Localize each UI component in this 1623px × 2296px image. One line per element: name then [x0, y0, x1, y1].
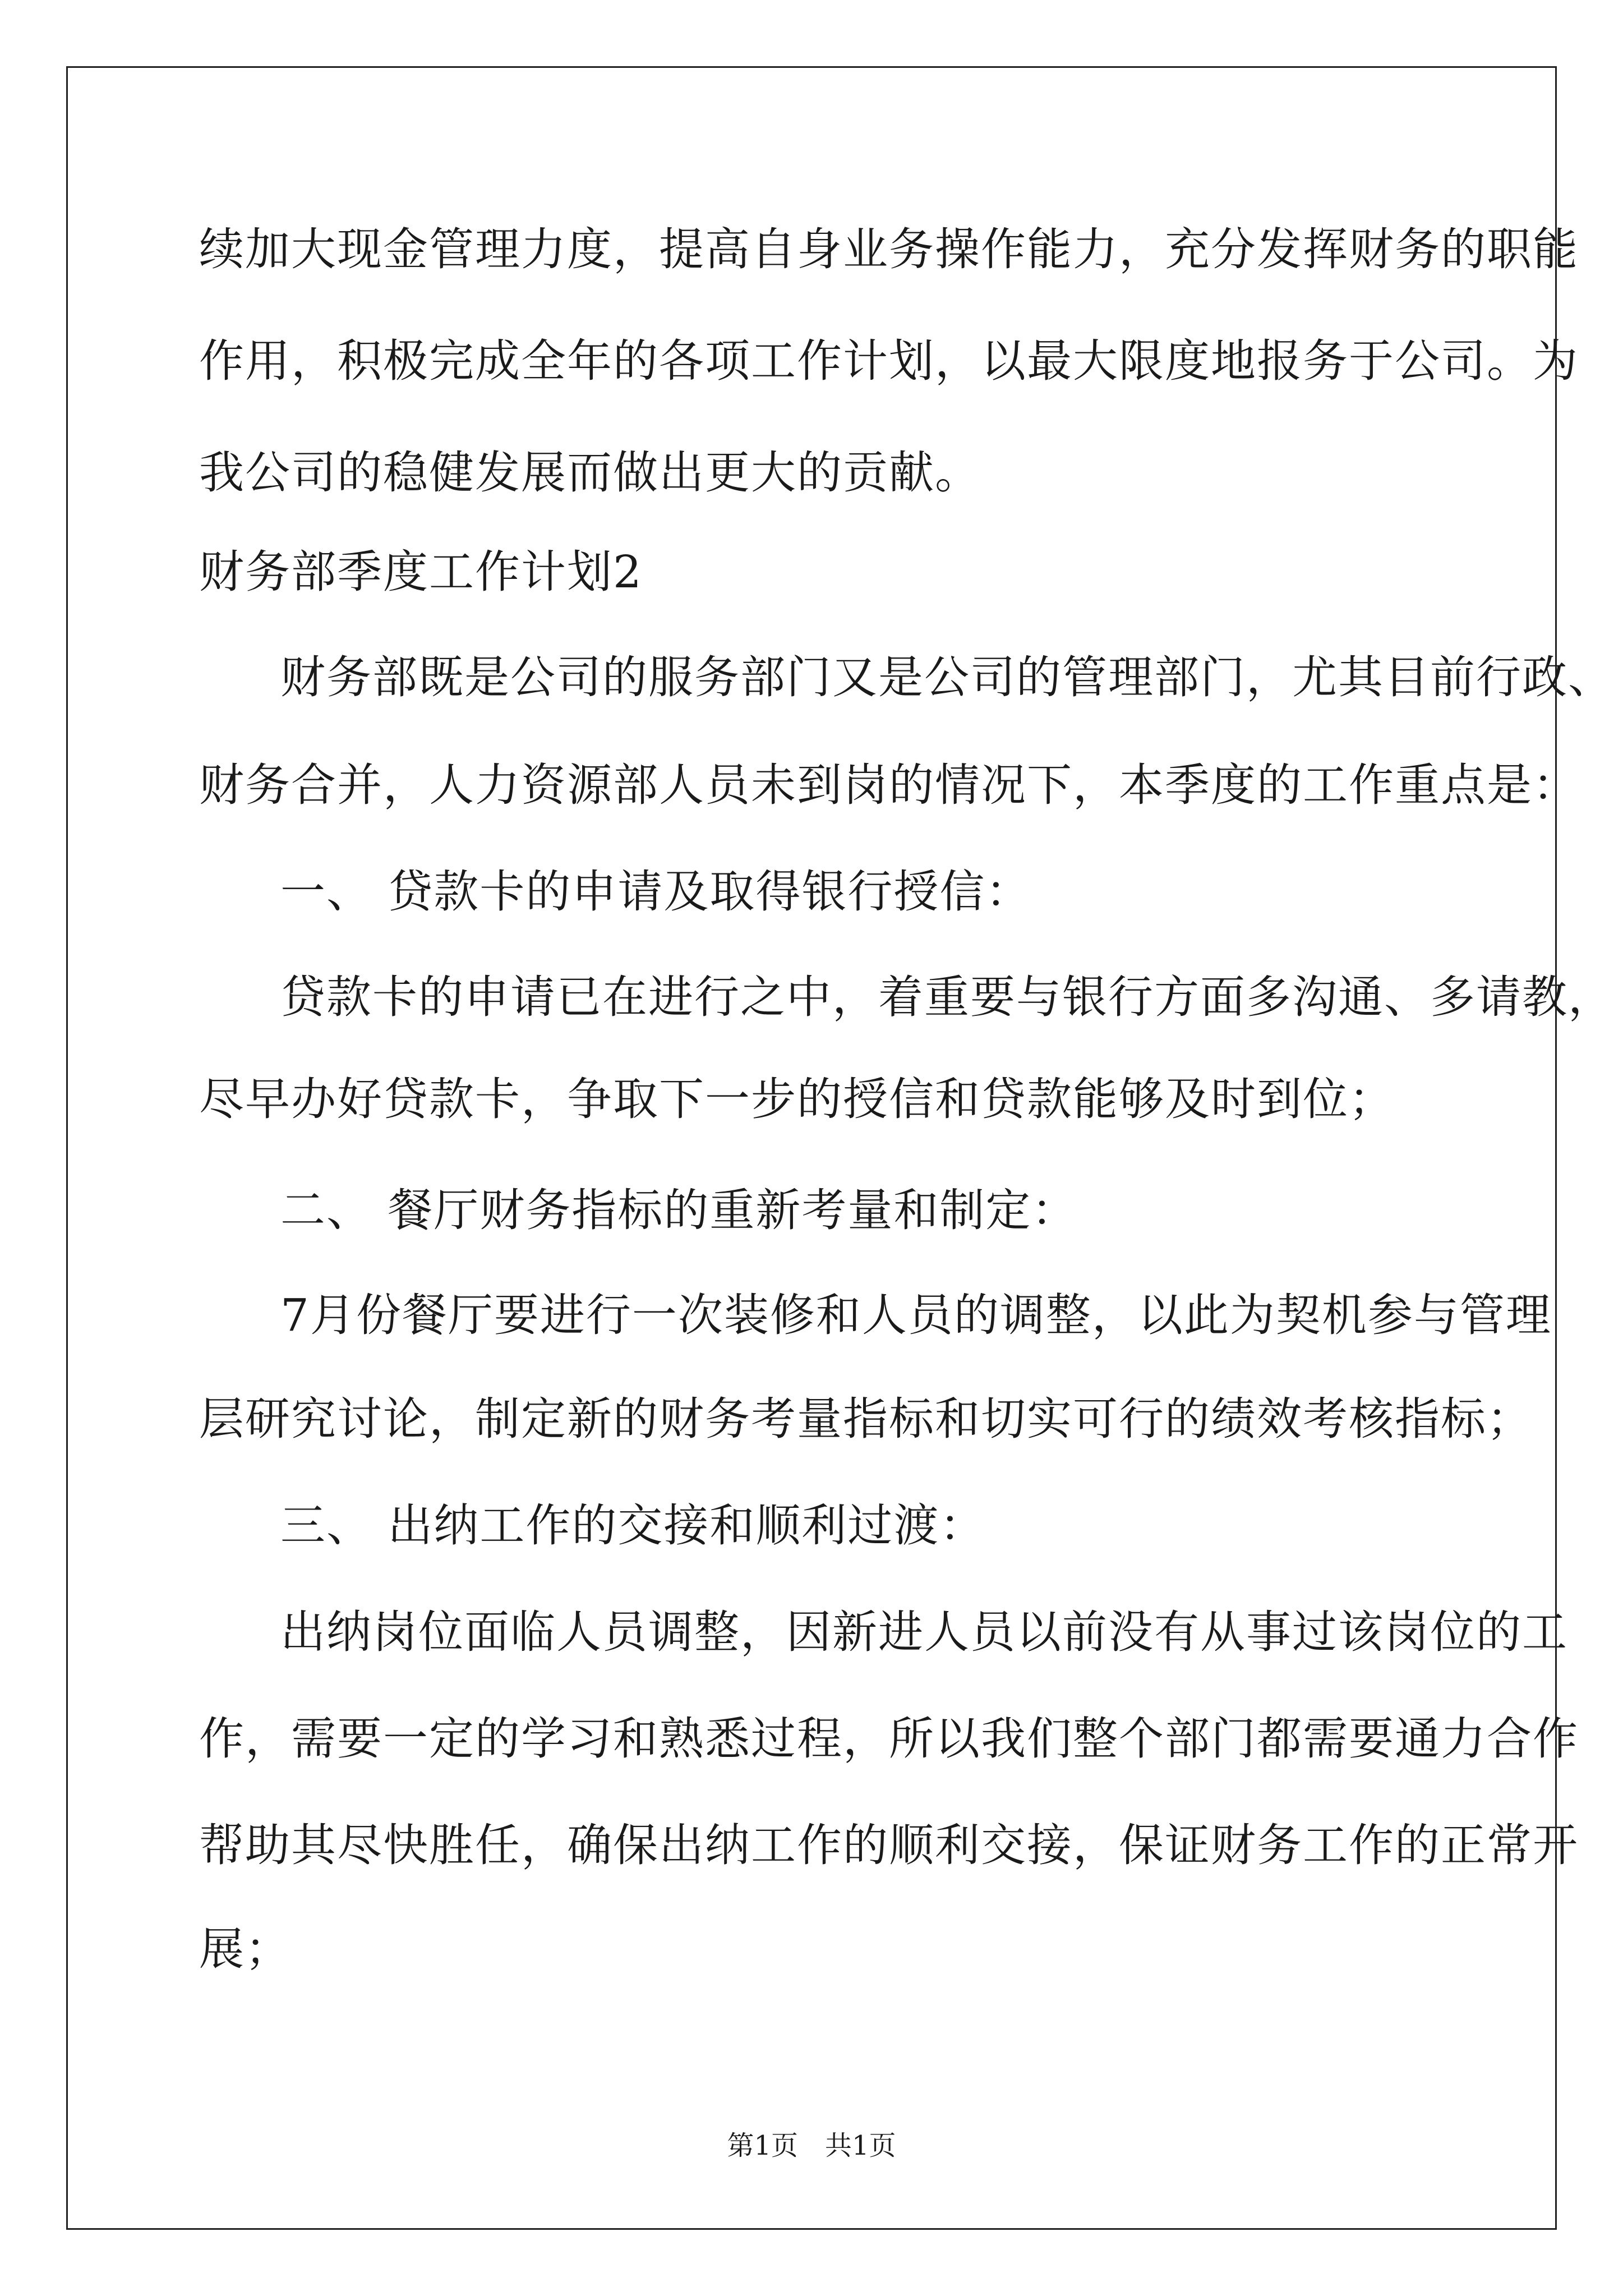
body-line: 7月份餐厅要进行一次装修和人员的调整，以此为契机参与管理	[280, 1289, 1552, 1341]
list-heading-1: 一、 贷款卡的申请及取得银行授信：	[280, 866, 1032, 918]
body-line: 作，需要一定的学习和熟悉过程，所以我们整个部门都需要通力合作	[199, 1713, 1579, 1765]
body-line: 层研究讨论，制定新的财务考量指标和切实可行的绩效考核指标；	[199, 1393, 1533, 1445]
body-line: 财务部既是公司的服务部门又是公司的管理部门，尤其目前行政、	[280, 651, 1614, 703]
body-line: 财务合并，人力资源部人员未到岗的情况下，本季度的工作重点是：	[199, 759, 1579, 811]
body-line: 尽早办好贷款卡，争取下一步的授信和贷款能够及时到位；	[199, 1073, 1395, 1125]
body-line: 帮助其尽快胜任，确保出纳工作的顺利交接，保证财务工作的正常开	[199, 1819, 1579, 1871]
page-total: 共1页	[825, 2130, 896, 2161]
body-line: 出纳岗位面临人员调整，因新进人员以前没有从事过该岗位的工	[280, 1606, 1568, 1658]
page-footer	[0, 2129, 1623, 2162]
body-line: 续加大现金管理力度，提高自身业务操作能力，充分发挥财务的职能	[199, 223, 1579, 275]
list-heading-2: 二、 餐厅财务指标的重新考量和制定：	[280, 1184, 1078, 1236]
list-heading-3: 三、 出纳工作的交接和顺利过渡：	[280, 1499, 986, 1552]
body-line: 展；	[199, 1923, 291, 1975]
section-heading: 财务部季度工作计划2	[199, 546, 643, 598]
page-number: 第1页	[727, 2130, 798, 2161]
page-border	[66, 66, 1557, 2230]
body-line: 贷款卡的申请已在进行之中，着重要与银行方面多沟通、多请教，	[280, 971, 1614, 1023]
body-line: 作用，积极完成全年的各项工作计划，以最大限度地报务于公司。为	[199, 335, 1579, 387]
body-line: 我公司的稳健发展而做出更大的贡献。	[199, 447, 981, 499]
